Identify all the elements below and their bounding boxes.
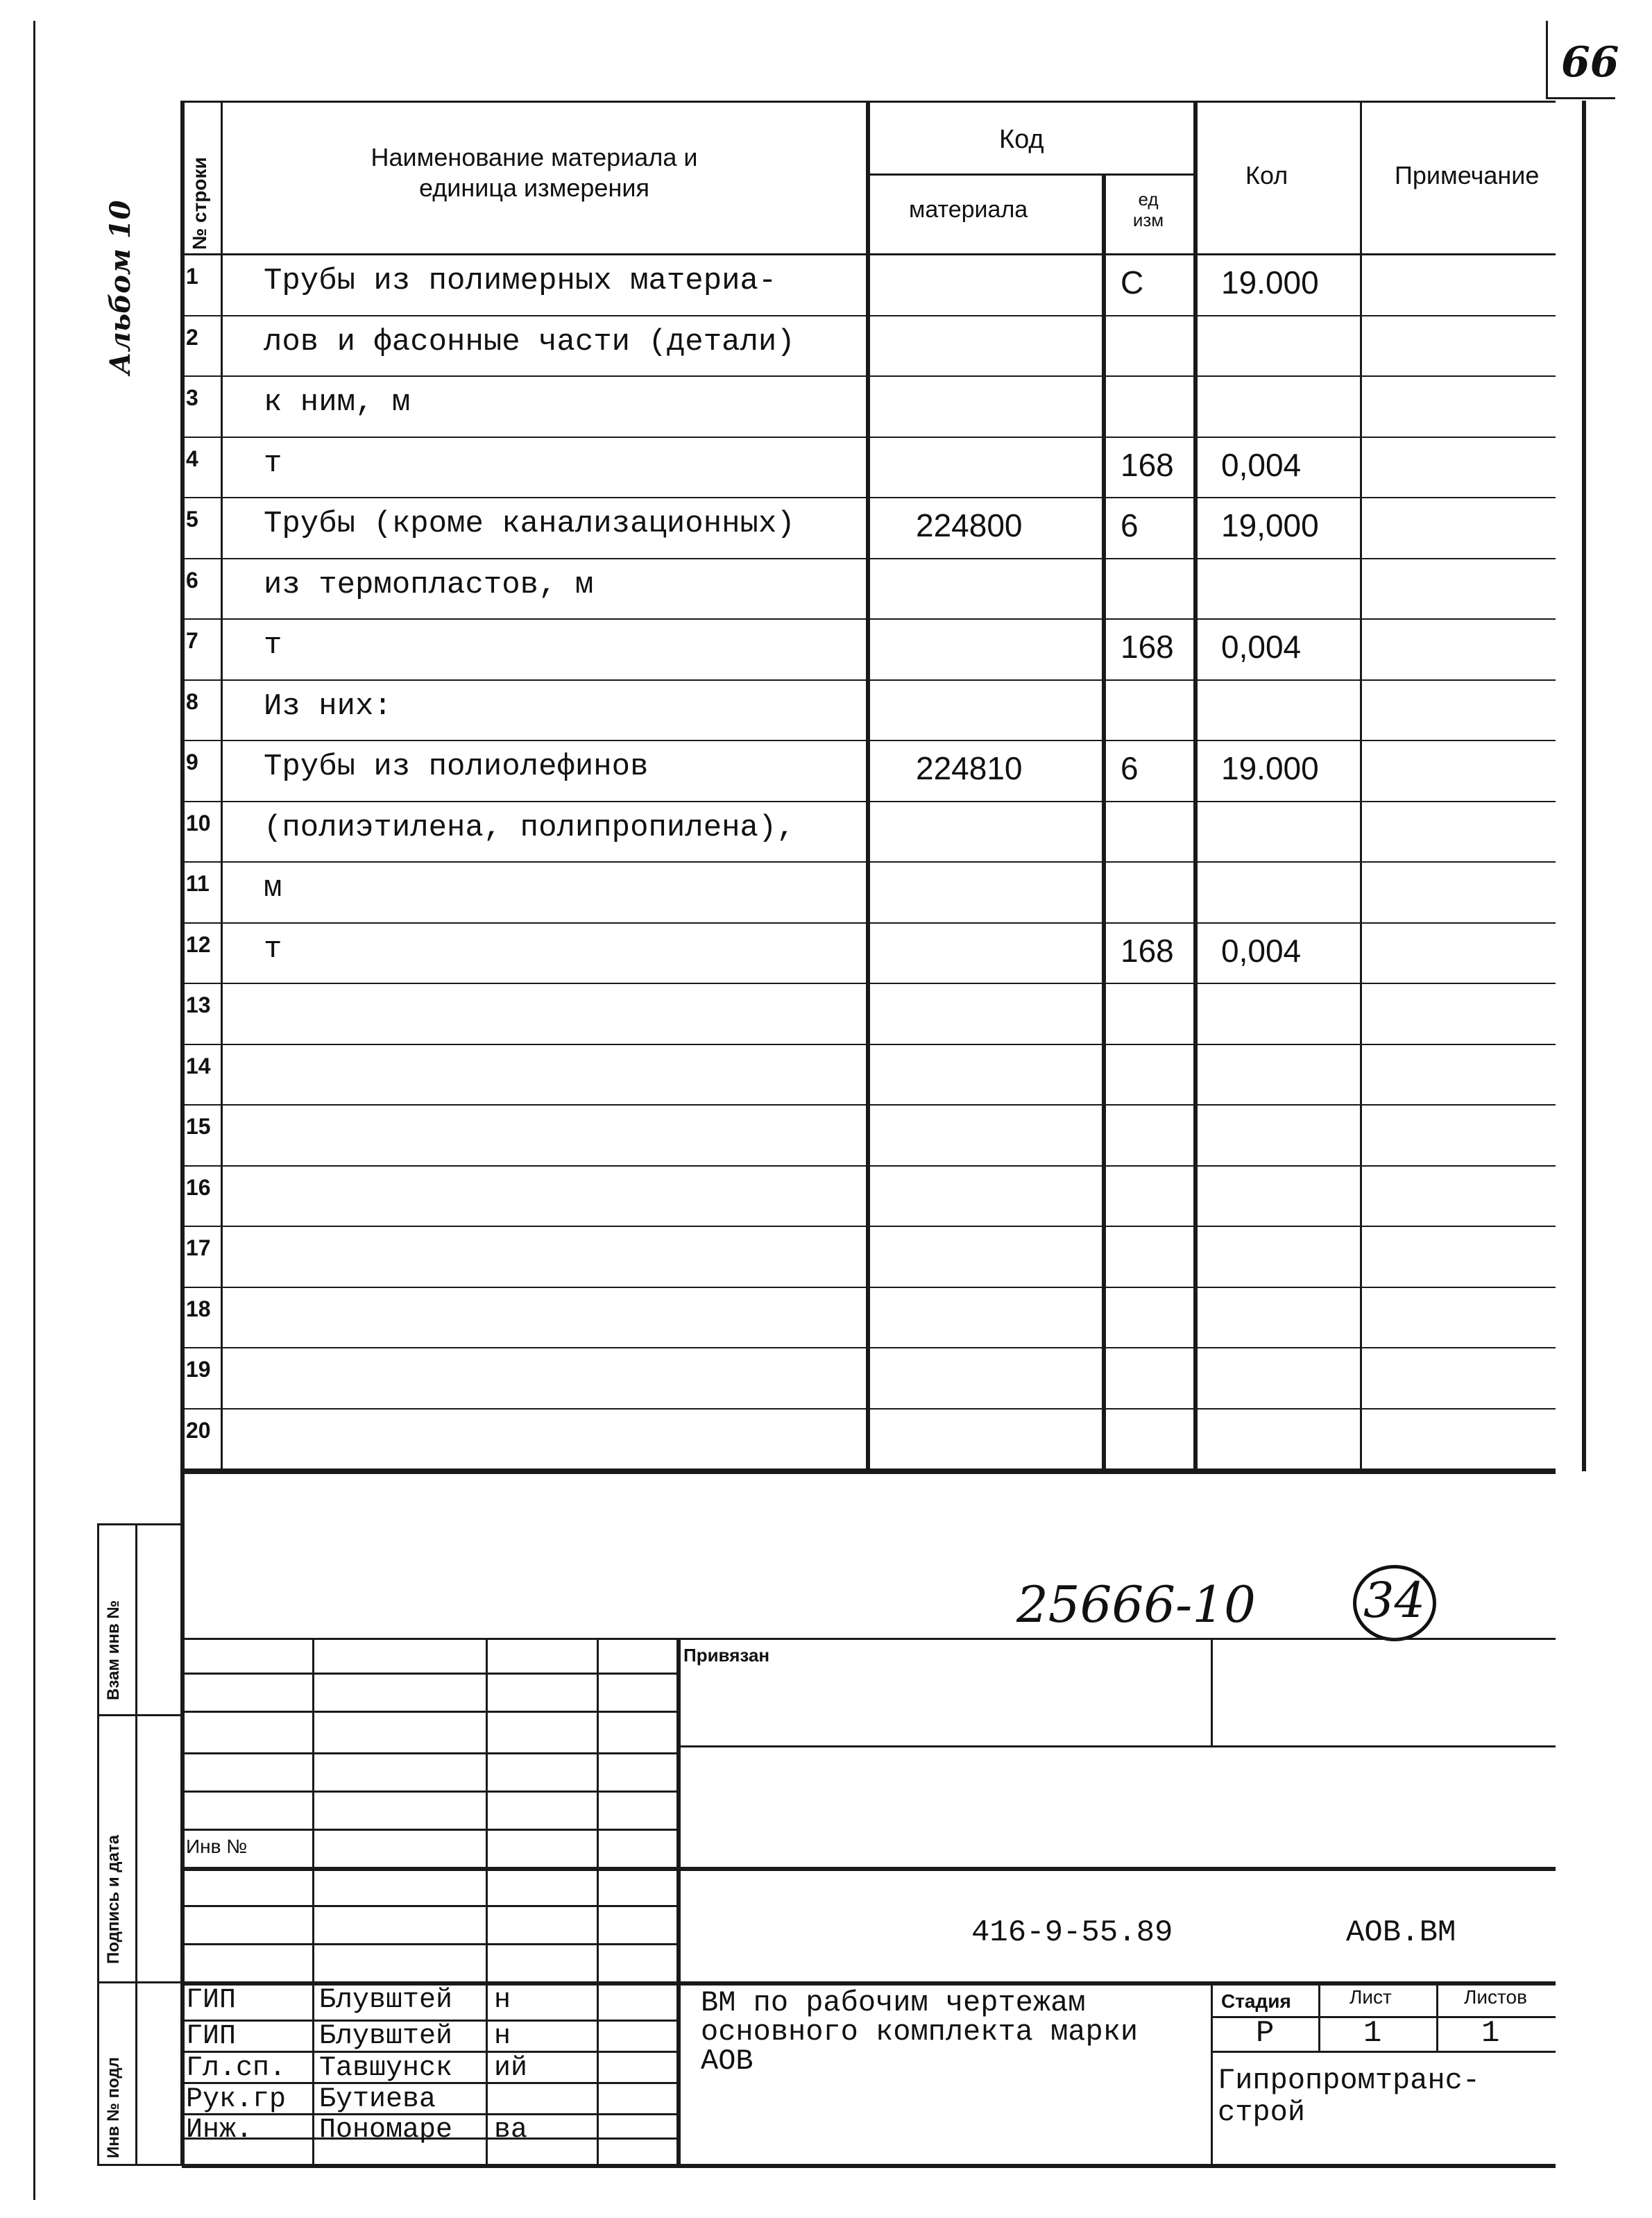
row-quantity: 0,004 [1221,932,1302,969]
header-row-no: № строки [189,157,210,250]
side-label-podpis: Подпись и дата [104,1835,123,1964]
row-number: 15 [186,1114,211,1139]
row-name: лов и фасонные части (детали) [264,324,795,359]
row-name: (полиэтилена, полипропилена), [264,810,795,845]
row-divider [182,1287,1556,1288]
album-label: Альбом 10 [104,200,137,375]
signer-name: Тавшунск [319,2053,453,2084]
row-name: т [264,931,282,967]
doc-mark: АОВ.ВМ [1346,1915,1456,1950]
row-unit-code: 6 [1121,750,1139,786]
signer-role: ГИП [186,2021,237,2052]
signer-signature: н [494,2021,511,2052]
signer-name: Блувштей [319,1985,453,2016]
signer-signature: ий [494,2053,528,2084]
row-divider [182,618,1556,620]
row-number: 3 [186,385,198,410]
row-name: Трубы из полиолефинов [264,750,649,784]
privyazan-label: Привязан [683,1645,770,1666]
signer-name: Пономаре [319,2115,453,2146]
row-name: т [264,628,282,663]
row-divider [182,922,1556,924]
row-name: из термопластов, м [264,567,594,602]
header-name: Наименование материала и единица измерения [371,143,698,202]
row-number: 9 [186,750,198,774]
row-number: 10 [186,810,211,836]
header-code: Код [999,125,1044,154]
row-number: 17 [186,1235,211,1260]
row-unit-code: С [1121,264,1144,300]
row-name: т [264,446,282,481]
signer-role: Инж. [186,2115,253,2146]
row-name: Из них: [264,688,392,724]
doc-title: ВМ по рабочим чертежам основного комплекта марки АОВ [701,1986,1139,2078]
row-number: 16 [186,1174,211,1200]
row-number: 13 [186,992,211,1017]
row-divider [182,983,1556,984]
sheets-label: Листов [1464,1986,1527,2008]
signer-signature: н [494,1985,511,2016]
row-number: 14 [186,1053,211,1078]
row-divider [182,558,1556,559]
row-material-code: 224810 [916,750,1023,786]
row-number: 12 [186,931,211,957]
row-divider [182,1165,1556,1167]
circled-number: 34 [1363,1572,1426,1629]
row-number: 20 [186,1417,211,1443]
row-unit-code: 168 [1121,446,1174,483]
row-divider [182,801,1556,802]
row-number: 6 [186,567,198,593]
row-number: 2 [186,324,198,350]
header-unit: ед изм [1132,189,1164,230]
row-divider [182,1104,1556,1106]
archive-number: 25666-10 [1016,1575,1256,1634]
row-material-code: 224800 [916,507,1023,543]
row-number: 4 [186,446,198,471]
row-quantity: 0,004 [1221,446,1302,483]
doc-code: 416-9-55.89 [971,1915,1173,1950]
row-number: 7 [186,628,198,653]
row-divider [182,1408,1556,1409]
row-quantity: 0,004 [1221,629,1302,665]
row-name: Трубы из полимерных материа- [264,264,777,298]
row-number: 11 [186,871,210,896]
row-divider [182,861,1556,863]
row-divider [182,437,1556,438]
sheets-value: 1 [1481,2016,1500,2051]
header-note: Примечание [1395,161,1540,189]
organization: Гипропромтранс-строй [1218,2064,1481,2129]
row-number: 8 [186,688,198,714]
signer-role: Рук.гр [186,2084,287,2115]
row-unit-code: 168 [1121,932,1174,969]
row-number: 19 [186,1357,211,1382]
header-qty: Кол [1245,161,1288,189]
row-name: к ним, м [264,385,411,420]
row-divider [182,1226,1556,1227]
row-quantity: 19.000 [1221,750,1319,786]
stage-label: Стадия [1221,1990,1291,2012]
header-material: материала [909,196,1028,223]
row-unit-code: 168 [1121,629,1174,665]
row-quantity: 19,000 [1221,507,1319,543]
row-divider [182,497,1556,498]
side-label-vzam: Взам инв № [104,1600,123,1700]
signer-name: Блувштей [319,2021,453,2052]
signer-name: Бутиева [319,2084,436,2115]
sheet-label: Лист [1349,1986,1392,2008]
row-number: 18 [186,1296,211,1321]
signer-signature: ва [494,2115,528,2146]
stage-value: Р [1256,2016,1275,2051]
side-label-inv-podl: Инв № подл [104,2057,123,2158]
row-divider [182,679,1556,681]
row-divider [182,1468,1556,1470]
row-name: Трубы (кроме канализационных) [264,507,795,541]
row-divider [182,740,1556,741]
inv-no-label: Инв № [186,1836,248,1857]
row-divider [182,1347,1556,1348]
row-unit-code: 6 [1121,507,1139,543]
row-name: м [264,871,282,906]
row-divider [182,1044,1556,1045]
row-quantity: 19.000 [1221,264,1319,300]
sheet-value: 1 [1363,2016,1382,2051]
row-number: 1 [186,264,198,289]
page-number: 66 [1561,38,1619,87]
signer-role: Гл.сп. [186,2053,287,2084]
row-number: 5 [186,507,198,532]
row-divider [182,375,1556,377]
signer-role: ГИП [186,1985,237,2016]
row-divider [182,315,1556,316]
